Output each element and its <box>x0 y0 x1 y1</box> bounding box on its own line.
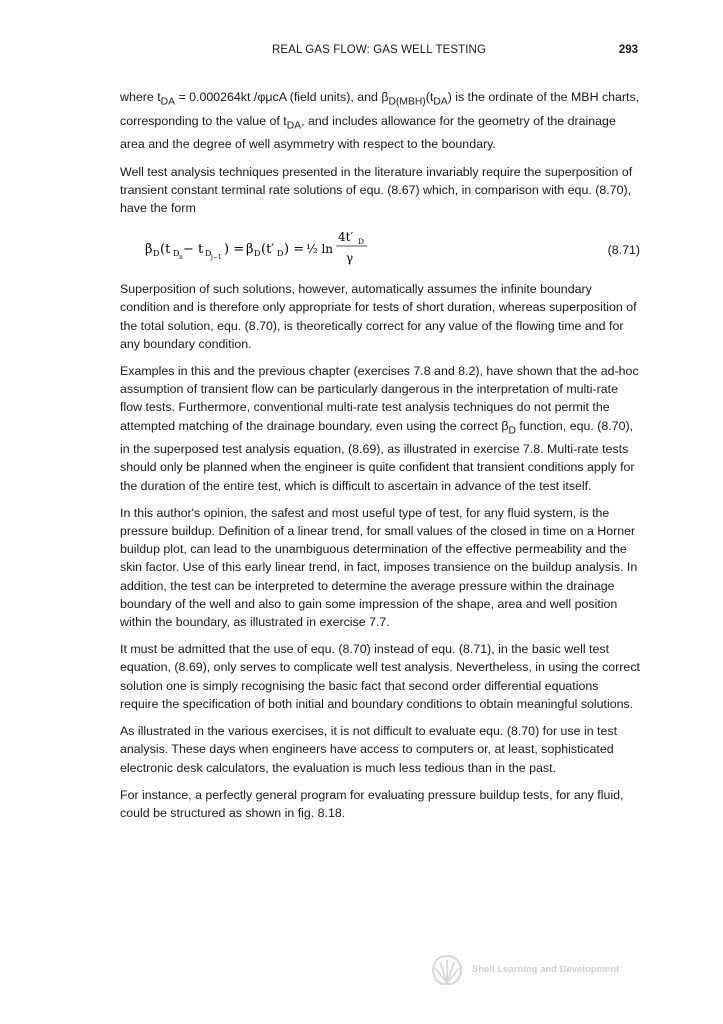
eq-sub-d: D <box>153 249 160 259</box>
eq-close-2: ) = <box>284 242 305 258</box>
eq-beta: β <box>145 242 153 258</box>
eq-t-prime: (t′ <box>261 242 275 258</box>
eq-denominator: γ <box>346 251 354 266</box>
eq-numerator: 4t′ <box>338 230 354 245</box>
paragraph-1 <box>120 88 640 154</box>
equation-number: (8.71) <box>607 243 640 258</box>
eq-sub-j1: j−1 <box>211 254 222 262</box>
p1-sub-dmbh: D(MBH) <box>388 96 426 108</box>
p4-text-a: Examples in this and the previous chapter (exercises 7.8 and 8.2), have shown that the ad-hoc assumption of transient flow can be particularly dangerous in the interpretation of multi-rate flow tests. Furthermore, conventional multi-rate test analysis techniques do not permit the attempted matching of the drainage boundary, even using the correct β <box>120 363 639 433</box>
p4-text-b: function, equ. (8.70), in the superposed test analysis equation, (8.69), as illustrated in exercise 7.8. Multi-rate tests should only be planned when the engineer is quite confident that transient conditions apply for the duration of the entire test, which is difficult to ascertain in advance of the test itself. <box>120 418 635 493</box>
eq-open-t: (t <box>160 242 171 258</box>
paragraph-7: As illustrated in the various exercises, it is not difficult to evaluate equ. (8.70) for use in test analysis. These days when engineers have access to computers or, at least, sophisticated electronic desk calculators, the evaluation is much less tedious than in the past. <box>120 724 618 775</box>
p4-sub-d: D <box>508 425 516 437</box>
equation-8-71 <box>145 224 395 274</box>
shell-logo-icon <box>430 953 464 987</box>
paragraph-6: It must be admitted that the use of equ. (8.70) instead of equ. (8.71), in the basic well test equation, (8.69), only serves to complicate well test analysis. Nevertheless, in using the correct solution one is simply recognising the basic fact that second order differential equations require the specification of both initial and boundary conditions to obtain meaningful solutions. <box>120 642 640 711</box>
eq-sub-d2: D <box>254 249 261 259</box>
page-header <box>120 44 638 62</box>
paragraph-5: In this author's opinion, the safest and most useful type of test, for any fluid system, is the pressure buildup. Definition of a linear trend, for small values of the closed in time on a Horner buildup plot, can lead to the unambiguous determination of the effective permeability and the skin factor. Use of this early linear trend, in fact, imposes transience on the buildup analysis. In addition, the test can be interpreted to determine the average pressure within the drainage boundary of the well and also to gain some impression of the shape, area and well position within the boundary, as illustrated in exercise 7.7. <box>120 505 638 630</box>
running-head: REAL GAS FLOW: GAS WELL TESTING <box>272 44 486 56</box>
paragraph-3: Superposition of such solutions, however, automatically assumes the infinite boundary condition and is therefore only appropriate for tests of short duration, whereas superposition of the total solution, equ. (8.70), is theoretically correct for any value of the flowing time and for any boundary condition. <box>120 282 637 351</box>
eq-minus-t: − t <box>183 242 204 258</box>
equation-row <box>120 224 640 274</box>
paragraph-8: For instance, a perfectly general program for evaluating pressure buildup tests, for any fluid, could be structured as shown in fig. 8.18. <box>120 787 624 820</box>
eq-sub-d3: D <box>277 249 284 259</box>
eq-sub-n: n <box>179 254 183 262</box>
eq-sub-d4: D <box>358 237 365 247</box>
p1-sub-da-3: DA <box>286 120 302 132</box>
p1-text-c: (t <box>425 90 434 104</box>
eq-close-1: ) = <box>224 242 245 258</box>
body-text <box>120 88 640 831</box>
p1-text-e: , and includes allowance for the geometry of the drainage area and the degree of well asymmetry with respect to the boundary. <box>120 113 616 152</box>
p1-sub-da: DA <box>160 96 175 108</box>
page-number: 293 <box>618 44 638 56</box>
paragraph-2: Well test analysis techniques presented in the literature invariably require the superposition of transient constant terminal rate solutions of equ. (8.67) which, in comparison with equ. (8.70), have the form <box>120 164 633 215</box>
p1-text-a: where t <box>120 90 161 104</box>
eq-beta-2: β <box>246 242 254 258</box>
p1-text-b: = 0.000264kt /φμcA (field units), and β <box>175 90 389 104</box>
footer-logo-text: Shell Learning and Development <box>472 964 620 975</box>
p1-sub-da-2: DA <box>433 96 448 108</box>
footer-logo <box>430 953 640 989</box>
p1-text-d: ) is the ordinate of the MBH charts, corresponding to the value of t <box>120 90 640 128</box>
eq-half-ln: ½ ln <box>306 242 334 257</box>
eq-sub-dj-d: D <box>205 249 212 259</box>
eq-sub-dn-d: D <box>173 249 180 259</box>
paragraph-4 <box>120 362 640 495</box>
